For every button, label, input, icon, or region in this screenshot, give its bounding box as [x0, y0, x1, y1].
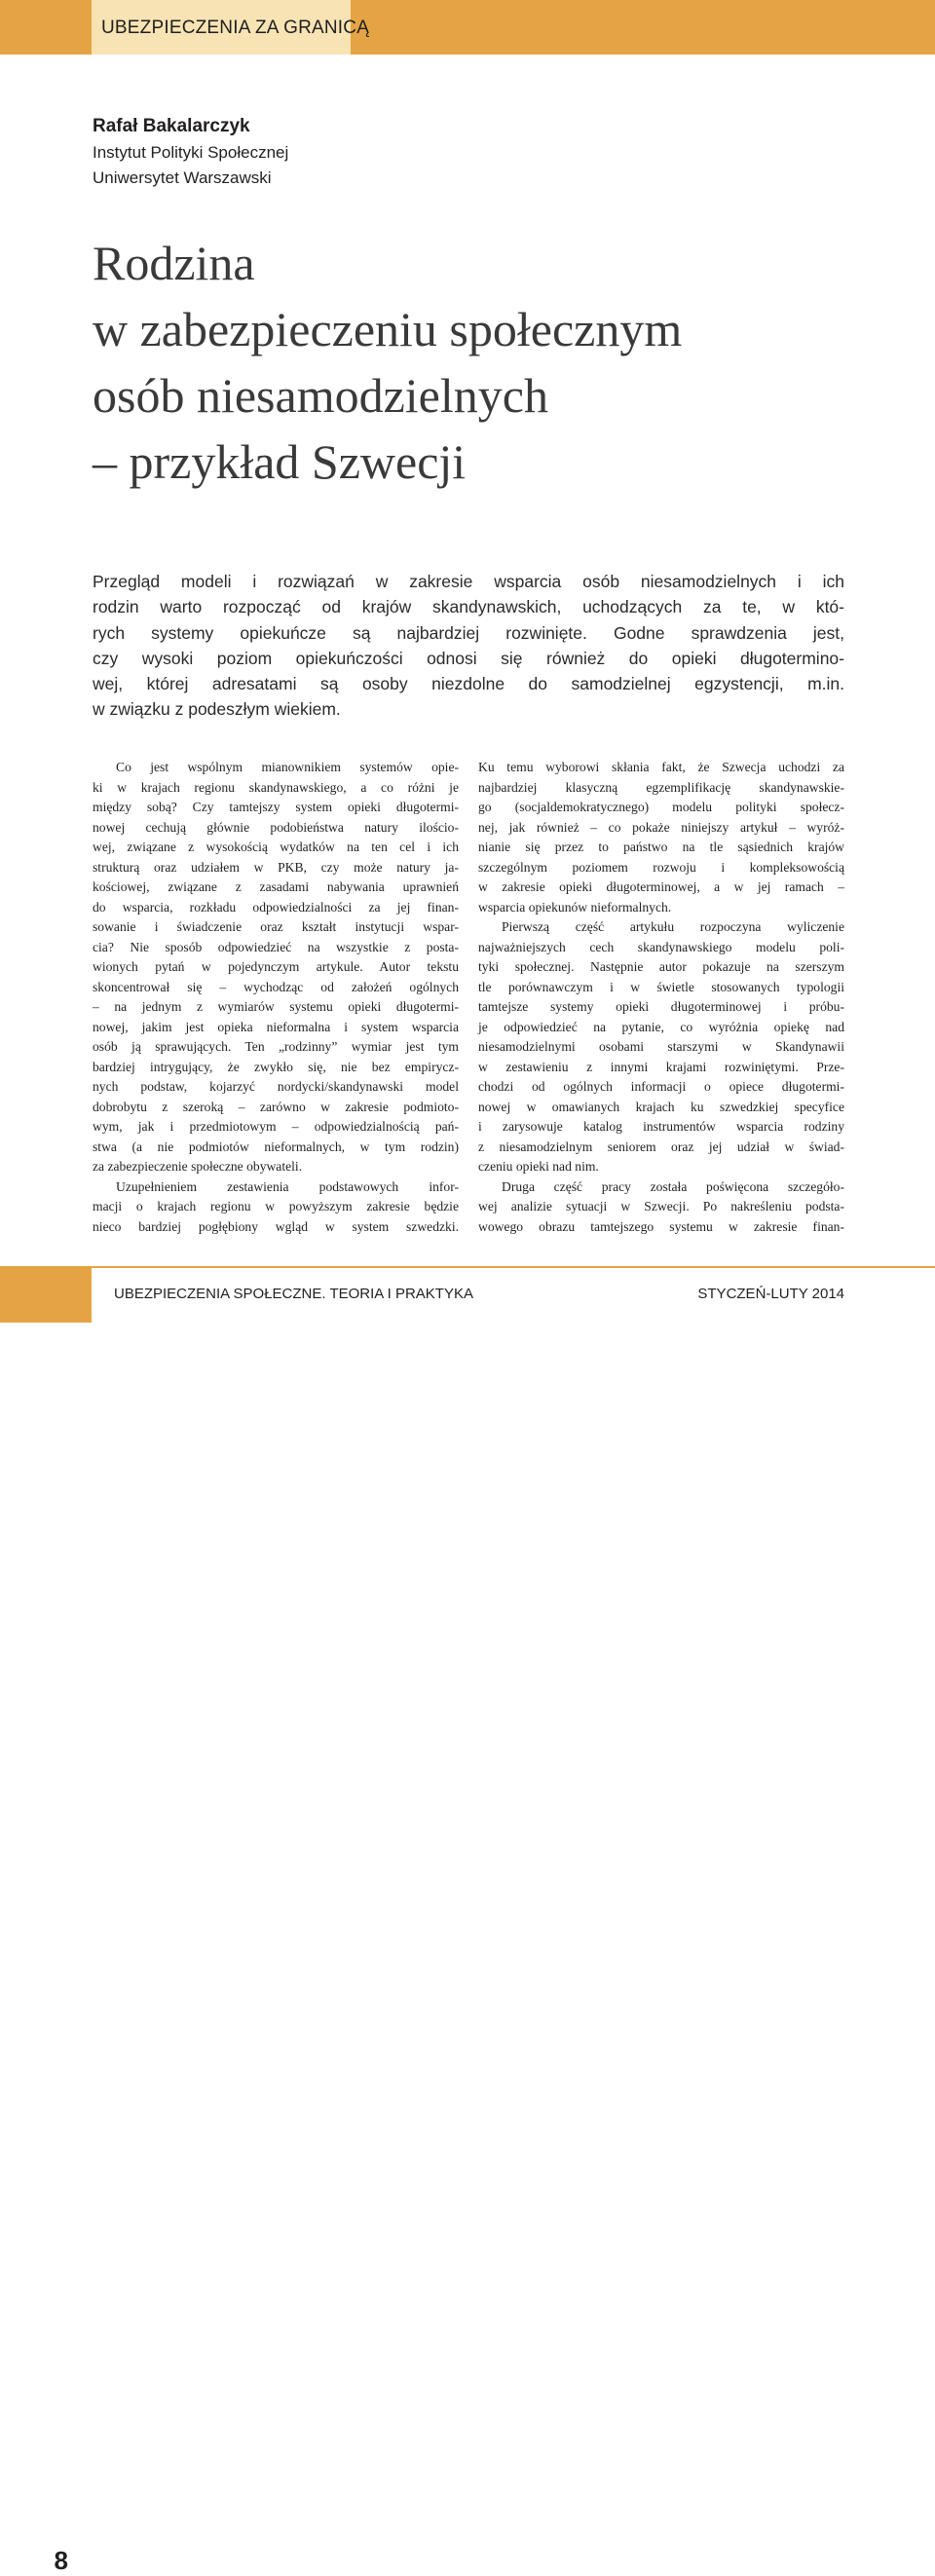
body-line: Ku temu wyborowi skłania fakt, że Szwecja uchodzi za: [478, 760, 844, 774]
lead-line: czy wysoki poziom opiekuńczości odnosi się również do opieki długotermino-: [93, 648, 844, 668]
section-label: UBEZPIECZENIA ZA GRANICĄ: [101, 18, 370, 38]
body-line: nowej cechują głównie podobieństwa natury ilościo-: [93, 819, 459, 835]
body-line: najbardziej klasyczną egzemplifikację skandynawskie-: [478, 779, 844, 795]
footer-rule: [0, 1266, 935, 1268]
title-line: – przykład Szwecji: [93, 434, 467, 489]
body-line: tamtejsze systemy opieki długoterminowej i próbu-: [478, 999, 844, 1014]
body-column-left: [93, 758, 459, 1237]
body-line: najważniejszych cech skandynawskiego modelu poli-: [478, 939, 844, 954]
journal-name: UBEZPIECZENIA SPOŁECZNE. TEORIA I PRAKTYKA: [114, 1286, 473, 1302]
lead-line: w związku z podeszłym wiekiem.: [93, 699, 341, 720]
body-line: sowanie i świadczenie oraz kształt instytucji wspar-: [93, 919, 459, 934]
body-line: macji o krajach regionu w powyższym zakresie będzie: [93, 1199, 459, 1213]
body-line: Pierwszą część artykułu rozpoczyna wyliczenie: [502, 919, 844, 934]
body-line: między sobą? Czy tamtejszy system opieki długotermi-: [93, 800, 459, 814]
page-number: 8: [54, 2546, 68, 2575]
lead-line: Przegląd modeli i rozwiązań w zakresie wsparcia osób niesamodzielnych i ich: [93, 572, 844, 591]
body-line: wowego obrazu tamtejszego systemu w zakresie finan-: [478, 1218, 844, 1234]
article-title: [93, 230, 682, 495]
body-line: z niesamodzielnym seniorem oraz jej udział w świad-: [478, 1139, 844, 1154]
body-line: stwa (a nie podmiotów nieformalnych, w tym rodzin): [93, 1139, 459, 1154]
body-line: tle porównawczym i w świetle stosowanych typologii: [478, 979, 844, 994]
author-name: Rafał Bakalarczyk: [93, 116, 250, 136]
author-affiliation-institute: Instytut Polityki Społecznej: [93, 143, 289, 162]
body-line: nowej, jakim jest opieka nieformalna i system wsparcia: [93, 1019, 459, 1034]
body-line: wej analizie sytuacji w Szwecji. Po nakreśleniu podsta-: [478, 1199, 844, 1213]
body-line: chodzi od ogólnych informacji o opiece długotermi-: [478, 1079, 844, 1094]
body-line: Druga część pracy została poświęcona szczegóło-: [502, 1178, 844, 1194]
body-line: osób ją sprawujących. Ten „rodzinny” wymiar jest tym: [93, 1039, 459, 1054]
lead-line: rodzin warto rozpocząć od krajów skandynawskich, uchodzących za te, w któ-: [93, 597, 844, 617]
issue-date: STYCZEŃ-LUTY 2014: [697, 1286, 844, 1302]
body-line: i zarysowuje katalog instrumentów wsparcia rodziny: [478, 1119, 844, 1134]
body-line: kościowej, związane z zasadami nabywania uprawnień: [93, 879, 459, 894]
page-number-box: [0, 1268, 92, 2575]
body-line: wym, jak i przedmiotowym – odpowiedzialnością pań-: [93, 1119, 459, 1134]
body-line: wsparcia opiekunów nieformalnych.: [478, 899, 672, 915]
body-line: za zabezpieczenie społeczne obywateli.: [93, 1159, 303, 1174]
body-line: nianie się przez to państwo na tle sąsiednich krajów: [478, 840, 844, 854]
body-line: bardziej intrygujący, że zwykło się, nie bez empirycz-: [93, 1059, 459, 1074]
body-line: go (socjaldemokratycznego) modelu polityki społecz-: [478, 800, 844, 814]
body-line: w zakresie opieki długoterminowej, a w jej ramach –: [478, 879, 844, 894]
body-line: nowej w omawianych krajach ku szwedzkiej specyfice: [478, 1099, 844, 1114]
body-line: nej, jak również – co pokaże niniejszy artykuł – wyróż-: [478, 819, 844, 835]
lead-line: wej, której adresatami są osoby niezdolne do samodzielnej egzystencji, m.in.: [93, 674, 844, 694]
body-line: – na jednym z wymiarów systemu opieki długotermi-: [93, 999, 459, 1014]
body-line: skoncentrował się – wychodząc od założeń ogólnych: [93, 979, 459, 994]
lead-paragraph: [93, 569, 844, 723]
body-line: czeniu opieki nad nim.: [478, 1159, 599, 1174]
title-line: w zabezpieczeniu społecznym: [93, 302, 683, 356]
body-line: dobrobytu z szeroką – zarówno w zakresie podmioto-: [93, 1099, 459, 1114]
body-line: niesamodzielnymi osobami starszymi w Skandynawii: [478, 1039, 844, 1054]
body-line: wionych pytań w pojedynczym artykule. Autor tekstu: [93, 959, 459, 974]
body-line: cia? Nie sposób odpowiedzieć na wszystkie z posta-: [93, 939, 459, 954]
body-column-right: [478, 758, 844, 1237]
body-line: nych podstaw, kojarzyć nordycki/skandynawski model: [93, 1079, 459, 1094]
body-line: je odpowiedzieć na pytanie, co wyróżnia opiekę nad: [478, 1019, 844, 1034]
title-line: osób niesamodzielnych: [93, 368, 548, 423]
body-line: nieco bardziej pogłębiony wgląd w system szwedzki.: [93, 1218, 459, 1234]
body-line: Uzupełnieniem zestawienia podstawowych infor-: [116, 1178, 459, 1194]
body-line: w zestawieniu z innymi krajami rozwiniętymi. Prze-: [478, 1059, 844, 1074]
title-line: Rodzina: [93, 236, 255, 290]
body-line: Co jest wspólnym mianownikiem systemów opie-: [116, 760, 459, 774]
lead-line: rych systemy opiekuńcze są najbardziej rozwinięte. Godne sprawdzenia jest,: [93, 622, 844, 643]
body-line: szczególnym poziomem rozwoju i kompleksowością: [478, 859, 844, 875]
body-line: strukturą oraz udziałem w PKB, czy może natury ja-: [93, 859, 459, 875]
body-line: ki w krajach regionu skandynawskiego, a co różni je: [93, 779, 459, 795]
body-line: do wsparcia, rozkładu odpowiedzialności za jej finan-: [93, 899, 459, 915]
author-affiliation-university: Uniwersytet Warszawski: [93, 168, 272, 187]
body-line: tyki społecznej. Następnie autor pokazuje na szerszym: [478, 959, 844, 974]
body-line: wej, związane z wysokością wydatków na ten cel i ich: [93, 840, 459, 854]
